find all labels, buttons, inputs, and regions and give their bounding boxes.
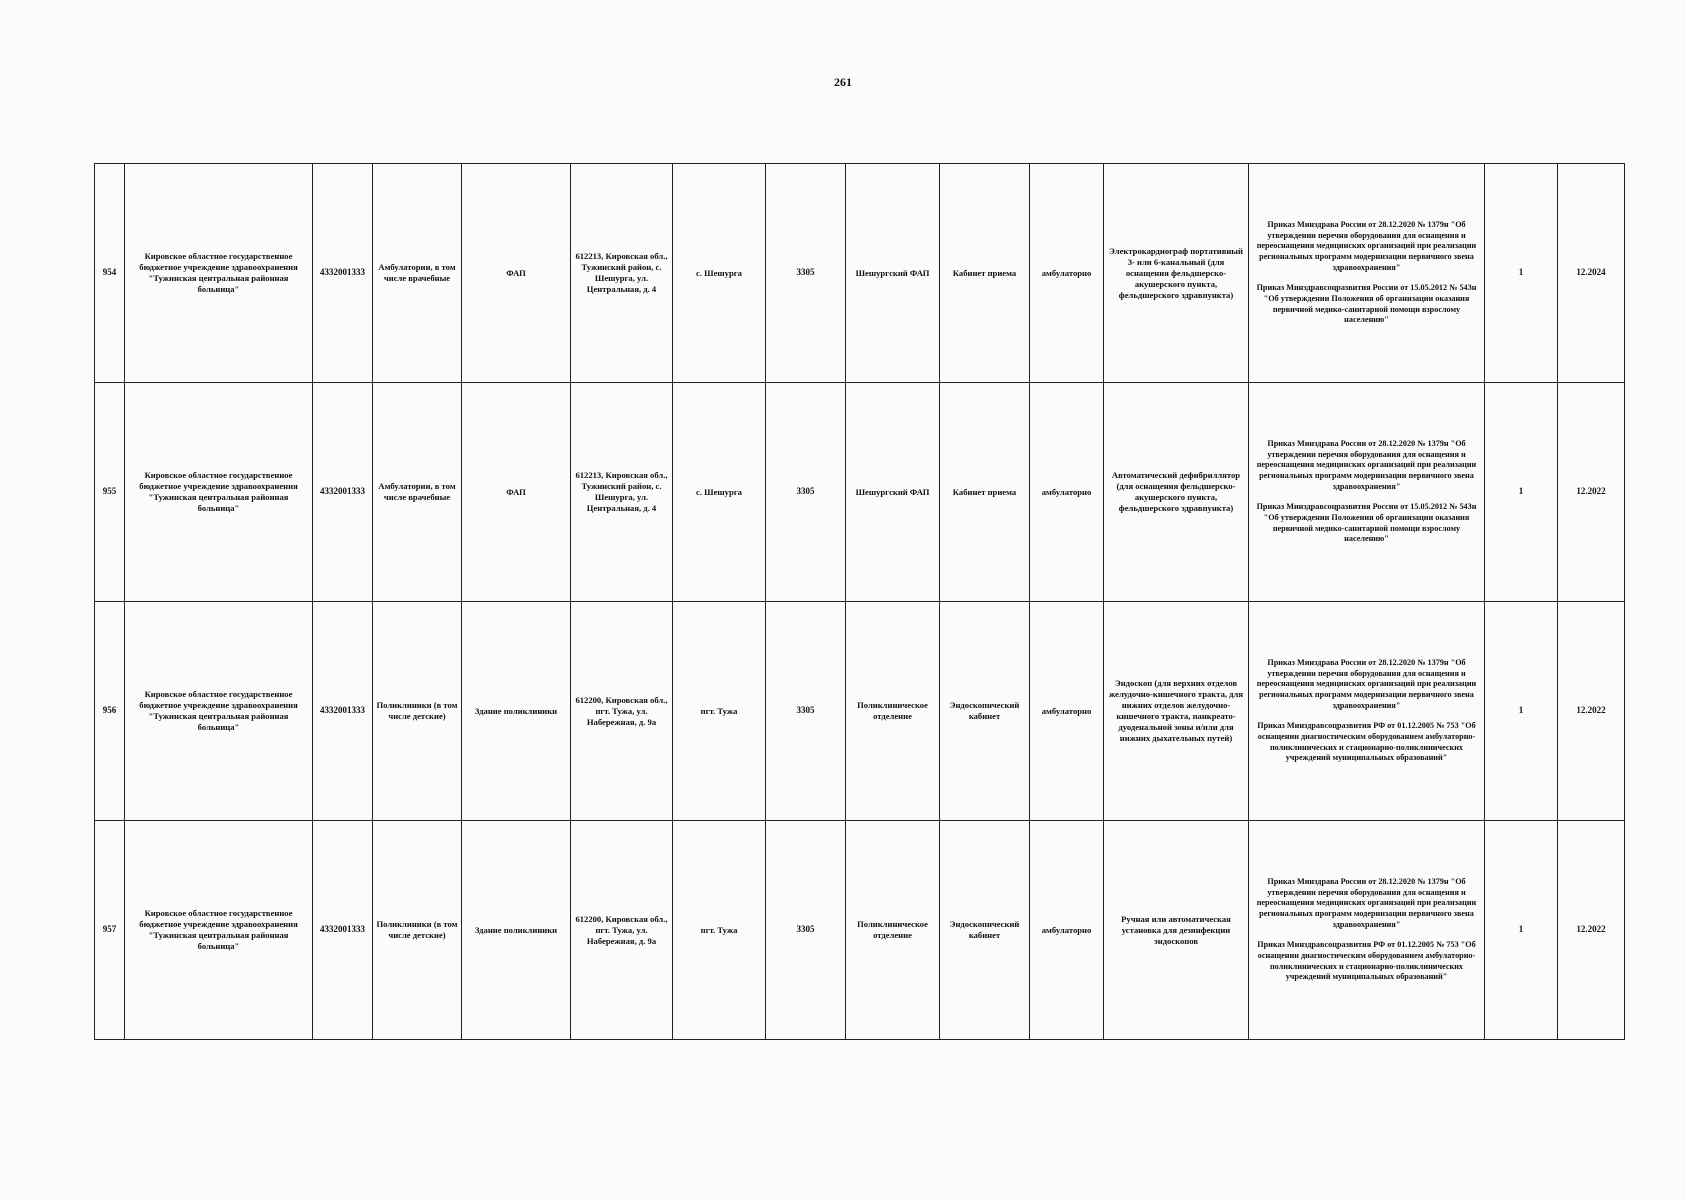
cell-inn-code: 4332001333 xyxy=(313,821,373,1040)
cell-care-mode: амбулаторно xyxy=(1030,164,1104,383)
legal-basis-paragraph: Приказ Минздравсоцразвития РФ от 01.12.2005 № 753 "Об оснащении диагностическим оборудованием амбулаторно-поликлинических и стационарно-поликлинических учреждений муниципальных образований" xyxy=(1257,721,1476,763)
cell-legal-basis xyxy=(1249,602,1485,821)
cell-building-name: Здание поликлиники xyxy=(462,602,571,821)
cell-facility-type: Амбулатории, в том числе врачебные xyxy=(373,383,462,602)
table-body xyxy=(95,164,1625,1040)
cell-facility-type: Амбулатории, в том числе врачебные xyxy=(373,164,462,383)
cell-room: Эндоскопический кабинет xyxy=(940,602,1030,821)
cell-building-name: Здание поликлиники xyxy=(462,821,571,1040)
cell-equipment-name: Электрокардиограф портативный 3- или 6-канальный (для оснащения фельдшерско-акушерского пункта, фельдшерского здравпункта) xyxy=(1104,164,1249,383)
cell-code: 3305 xyxy=(766,821,846,1040)
cell-row-number: 955 xyxy=(95,383,125,602)
cell-room: Кабинет приема xyxy=(940,164,1030,383)
cell-legal-basis xyxy=(1249,164,1485,383)
table-row xyxy=(95,164,1625,383)
cell-inn-code: 4332001333 xyxy=(313,602,373,821)
legal-basis-paragraph: Приказ Минздрава России от 28.12.2020 № 1379н "Об утверждении перечня оборудования для оснащения и переоснащения медицинских организаций при реализации региональных программ модернизации первичного звена здравоохранения" xyxy=(1256,658,1477,710)
cell-building-name: ФАП xyxy=(462,164,571,383)
page-number: 261 xyxy=(834,75,852,89)
cell-legal-basis xyxy=(1249,821,1485,1040)
cell-room: Эндоскопический кабинет xyxy=(940,821,1030,1040)
cell-quantity: 1 xyxy=(1485,383,1558,602)
cell-department: Шешургский ФАП xyxy=(846,383,940,602)
cell-room: Кабинет приема xyxy=(940,383,1030,602)
cell-locality: с. Шешурга xyxy=(673,383,766,602)
table-row xyxy=(95,821,1625,1040)
cell-building-name: ФАП xyxy=(462,383,571,602)
cell-code: 3305 xyxy=(766,164,846,383)
cell-locality: пгт. Тужа xyxy=(673,602,766,821)
cell-delivery-date: 12.2024 xyxy=(1558,164,1625,383)
cell-department: Поликлиническое отделение xyxy=(846,821,940,1040)
cell-quantity: 1 xyxy=(1485,164,1558,383)
table-row xyxy=(95,602,1625,821)
legal-basis-paragraph: Приказ Минздравсоцразвития РФ от 01.12.2005 № 753 "Об оснащении диагностическим оборудованием амбулаторно-поликлинических и стационарно-поликлинических учреждений муниципальных образований" xyxy=(1257,940,1476,982)
cell-quantity: 1 xyxy=(1485,821,1558,1040)
cell-address: 612200, Кировская обл., пгт. Тужа, ул. Набережная, д. 9а xyxy=(571,821,673,1040)
cell-department: Шешургский ФАП xyxy=(846,164,940,383)
cell-address: 612213, Кировская обл., Тужинский район, с. Шешурга, ул. Центральная, д. 4 xyxy=(571,164,673,383)
cell-legal-basis xyxy=(1249,383,1485,602)
cell-care-mode: амбулаторно xyxy=(1030,602,1104,821)
cell-delivery-date: 12.2022 xyxy=(1558,602,1625,821)
cell-row-number: 954 xyxy=(95,164,125,383)
legal-basis-paragraph: Приказ Минздрава России от 28.12.2020 № 1379н "Об утверждении перечня оборудования для оснащения и переоснащения медицинских организаций при реализации региональных программ модернизации первичного звена здравоохранения" xyxy=(1256,877,1477,929)
cell-care-mode: амбулаторно xyxy=(1030,821,1104,1040)
cell-locality: с. Шешурга xyxy=(673,164,766,383)
legal-basis-paragraph: Приказ Минздрава России от 28.12.2020 № 1379н "Об утверждении перечня оборудования для оснащения и переоснащения медицинских организаций при реализации региональных программ модернизации первичного звена здравоохранения" xyxy=(1256,220,1477,272)
cell-organization-name: Кировское областное государственное бюджетное учреждение здравоохранения "Тужинская центральная районная больница" xyxy=(125,821,313,1040)
cell-address: 612200, Кировская обл., пгт. Тужа, ул. Набережная, д. 9а xyxy=(571,602,673,821)
cell-address: 612213, Кировская обл., Тужинский район, с. Шешурга, ул. Центральная, д. 4 xyxy=(571,383,673,602)
cell-inn-code: 4332001333 xyxy=(313,164,373,383)
cell-locality: пгт. Тужа xyxy=(673,821,766,1040)
cell-code: 3305 xyxy=(766,602,846,821)
cell-equipment-name: Автоматический дефибриллятор (для оснащения фельдшерско-акушерского пункта, фельдшерского здравпункта) xyxy=(1104,383,1249,602)
cell-equipment-name: Эндоскоп (для верхних отделов желудочно-кишечного тракта, для нижних отделов желудочно-кишечного тракта, панкреато-дуоденальной зоны и/или для нижних дыхательных путей) xyxy=(1104,602,1249,821)
cell-quantity: 1 xyxy=(1485,602,1558,821)
cell-organization-name: Кировское областное государственное бюджетное учреждение здравоохранения "Тужинская центральная районная больница" xyxy=(125,164,313,383)
cell-equipment-name: Ручная или автоматическая установка для дезинфекции эндоскопов xyxy=(1104,821,1249,1040)
legal-basis-paragraph: Приказ Минздрава России от 28.12.2020 № 1379н "Об утверждении перечня оборудования для оснащения и переоснащения медицинских организаций при реализации региональных программ модернизации первичного звена здравоохранения" xyxy=(1256,439,1477,491)
equipment-table xyxy=(94,163,1625,1040)
cell-row-number: 957 xyxy=(95,821,125,1040)
cell-facility-type: Поликлиники (в том числе детские) xyxy=(373,821,462,1040)
legal-basis-paragraph: Приказ Минздравсоцразвития России от 15.05.2012 № 543н "Об утверждении Положения об организации оказания первичной медико-санитарной помощи взрослому населению" xyxy=(1256,502,1477,544)
cell-delivery-date: 12.2022 xyxy=(1558,383,1625,602)
cell-organization-name: Кировское областное государственное бюджетное учреждение здравоохранения "Тужинская центральная районная больница" xyxy=(125,383,313,602)
cell-facility-type: Поликлиники (в том числе детские) xyxy=(373,602,462,821)
cell-code: 3305 xyxy=(766,383,846,602)
cell-department: Поликлиническое отделение xyxy=(846,602,940,821)
cell-inn-code: 4332001333 xyxy=(313,383,373,602)
cell-organization-name: Кировское областное государственное бюджетное учреждение здравоохранения "Тужинская центральная районная больница" xyxy=(125,602,313,821)
cell-row-number: 956 xyxy=(95,602,125,821)
legal-basis-paragraph: Приказ Минздравсоцразвития России от 15.05.2012 № 543н "Об утверждении Положения об организации оказания первичной медико-санитарной помощи взрослому населению" xyxy=(1256,283,1477,325)
table-row xyxy=(95,383,1625,602)
cell-care-mode: амбулаторно xyxy=(1030,383,1104,602)
cell-delivery-date: 12.2022 xyxy=(1558,821,1625,1040)
